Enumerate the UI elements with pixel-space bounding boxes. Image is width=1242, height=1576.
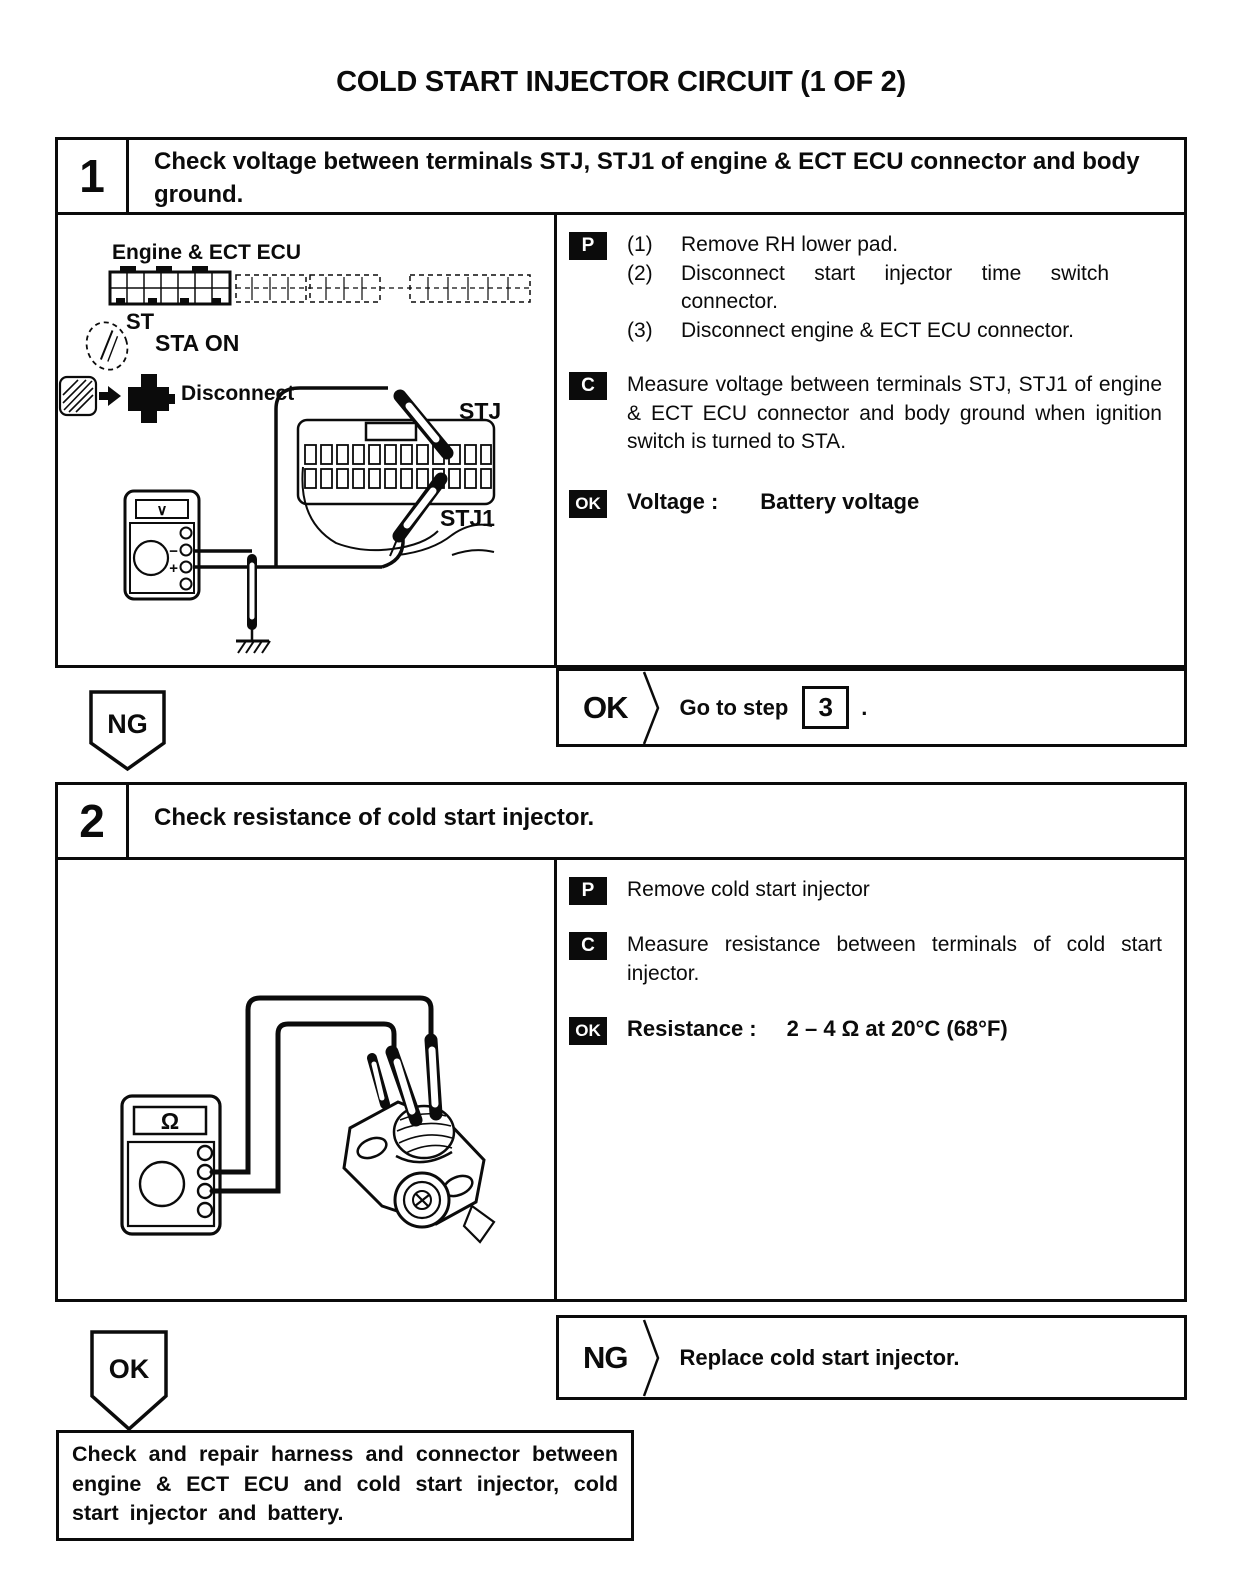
spec-label: Voltage : — [627, 488, 719, 514]
repair-instruction-box — [56, 1430, 634, 1541]
list-item — [627, 317, 1109, 346]
stj-label: STJ — [459, 398, 502, 424]
item-text: Remove RH lower pad. — [681, 233, 899, 256]
step2-ng-result — [556, 1315, 1187, 1400]
step-ref-box: 3 — [802, 686, 849, 729]
step1-diagram-svg — [58, 215, 554, 665]
item-number: (1) — [627, 233, 653, 256]
item-number: (2) — [627, 261, 653, 285]
ng-flow-arrow — [89, 690, 167, 777]
meter-plus-label: + — [169, 560, 178, 577]
prepare-badge: P — [569, 232, 607, 260]
check-text: Measure voltage between terminals STJ, STJ1 of engine & ECT ECU connector and body ground when ignition switch is turned to STA. — [627, 373, 1162, 453]
step2-prepare-row — [569, 860, 1162, 905]
item-text: Disconnect start injector time switch connector. — [681, 261, 1109, 313]
ohmmeter-display: Ω — [160, 1108, 180, 1134]
chevron-divider-icon — [642, 671, 662, 745]
step2-box — [55, 782, 1187, 1302]
voltmeter-illustration — [125, 491, 199, 599]
step1-ok-result — [556, 668, 1187, 747]
step2-spec-row — [569, 1016, 1162, 1045]
step2-diagram — [58, 860, 554, 1299]
disconnect-label: Disconnect — [181, 382, 295, 405]
step2-check-row — [569, 931, 1162, 988]
spec-value: Battery voltage — [760, 488, 920, 514]
chevron-divider-icon — [642, 1319, 662, 1397]
step1-instructions — [554, 215, 1184, 665]
disconnect-icon — [60, 374, 175, 423]
step1-box — [55, 137, 1187, 668]
check-text: Measure resistance between terminals of cold start injector. — [627, 933, 1162, 985]
step1-header — [58, 140, 1184, 215]
ok-flow-label: OK — [108, 1354, 150, 1384]
prepare-text: Remove cold start injector — [627, 878, 870, 901]
sta-on-label: STA ON — [155, 330, 240, 356]
page-title: COLD START INJECTOR CIRCUIT (1 OF 2) — [336, 66, 906, 98]
ecu-connector-strip-illustration — [110, 241, 530, 304]
result-suffix: . — [861, 694, 868, 720]
list-item — [627, 231, 1109, 260]
check-badge: C — [569, 372, 607, 400]
list-item — [627, 260, 1109, 317]
ok-badge: OK — [569, 490, 607, 518]
step1-prepare-row — [569, 215, 1162, 345]
meter-minus-label: − — [169, 543, 178, 560]
ecu-label: Engine & ECT ECU — [112, 241, 302, 264]
repair-instruction-text: Check and repair harness and connector between engine & ECT ECU and cold start injector, cold start injector and battery. — [72, 1442, 618, 1525]
step2-diagram-svg — [58, 860, 554, 1299]
spec-label: Resistance : — [627, 1016, 757, 1041]
ng-flow-label: NG — [107, 709, 148, 739]
step2-title: Check resistance of cold start injector. — [154, 804, 595, 831]
step1-number: 1 — [58, 140, 129, 212]
step2-number: 2 — [58, 785, 129, 857]
st-label: ST — [126, 309, 155, 334]
step1-diagram — [58, 215, 554, 665]
prepare-badge: P — [569, 877, 607, 905]
ohmmeter-illustration — [122, 1096, 220, 1234]
result-ng-label: NG — [583, 1339, 628, 1375]
ok-badge: OK — [569, 1017, 607, 1045]
ground-symbol — [236, 641, 270, 653]
step1-spec-row — [569, 489, 1162, 518]
ok-flow-arrow — [90, 1330, 169, 1437]
result-ok-label: OK — [583, 689, 628, 725]
voltmeter-display: ∨ — [156, 502, 168, 519]
result-text: Go to step — [679, 694, 789, 720]
item-text: Disconnect engine & ECT ECU connector. — [681, 318, 1074, 342]
spec-value: 2 – 4 Ω at 20°C (68°F) — [786, 1016, 1008, 1041]
check-badge: C — [569, 932, 607, 960]
step1-title: Check voltage between terminals STJ, STJ1 of engine & ECT ECU connector and body ground. — [154, 148, 1140, 208]
step2-instructions — [554, 860, 1184, 1299]
step2-header — [58, 785, 1184, 860]
result-text: Replace cold start injector. — [679, 1344, 960, 1370]
step1-check-row — [569, 371, 1162, 457]
stj1-label: STJ1 — [440, 505, 495, 531]
item-number: (3) — [627, 318, 653, 342]
